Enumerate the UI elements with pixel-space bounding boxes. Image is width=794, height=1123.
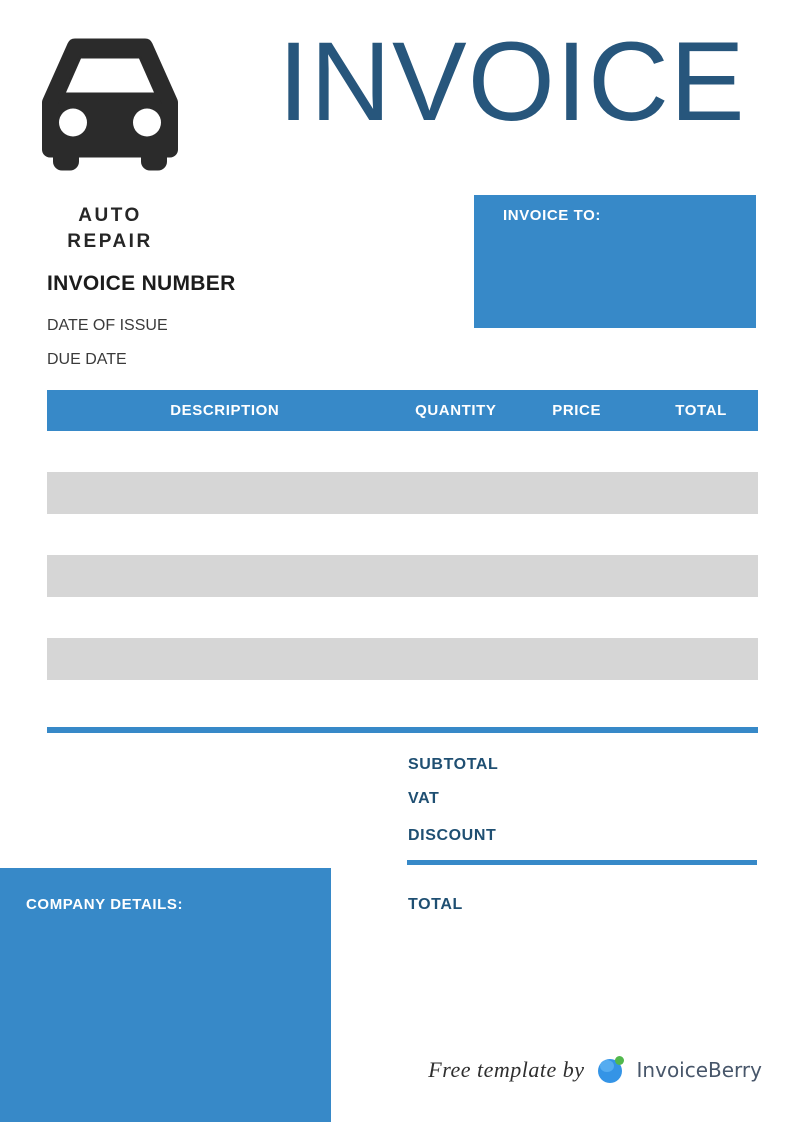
column-header-quantity: QUANTITY <box>415 402 497 419</box>
totals-rule <box>407 860 757 865</box>
due-date-label: DUE DATE <box>47 351 127 368</box>
page-title: INVOICE <box>278 19 746 144</box>
items-table-header <box>47 390 758 431</box>
company-details-box <box>0 868 331 1122</box>
business-name-line2: REPAIR <box>67 231 153 252</box>
business-name <box>40 203 180 255</box>
item-row-placeholder[interactable] <box>47 555 758 597</box>
invoice-to-box <box>474 195 756 328</box>
subtotal-label: SUBTOTAL <box>408 756 499 773</box>
credit-text: Free template by <box>428 1057 585 1082</box>
date-of-issue-label: DATE OF ISSUE <box>47 317 168 334</box>
footer-credit <box>428 1050 762 1090</box>
invoiceberry-berry-icon <box>596 1055 626 1085</box>
invoice-to-label: INVOICE TO: <box>503 207 601 224</box>
item-row-placeholder[interactable] <box>47 472 758 514</box>
discount-label: DISCOUNT <box>408 827 497 844</box>
invoice-to-fill-area[interactable] <box>474 235 756 328</box>
company-details-label: COMPANY DETAILS: <box>26 896 184 913</box>
column-header-total: TOTAL <box>675 402 727 419</box>
business-name-line1: AUTO <box>78 205 142 226</box>
invoiceberry-wordmark: InvoiceBerry <box>636 1058 762 1082</box>
item-row-placeholder[interactable] <box>47 638 758 680</box>
vat-label: VAT <box>408 790 440 807</box>
table-bottom-rule <box>47 727 758 733</box>
car-icon <box>35 33 185 181</box>
company-details-fill-area[interactable] <box>0 928 331 1122</box>
column-header-description: DESCRIPTION <box>170 402 280 419</box>
column-header-price: PRICE <box>552 402 602 419</box>
invoice-number-label: INVOICE NUMBER <box>47 272 236 295</box>
total-label: TOTAL <box>408 896 463 913</box>
